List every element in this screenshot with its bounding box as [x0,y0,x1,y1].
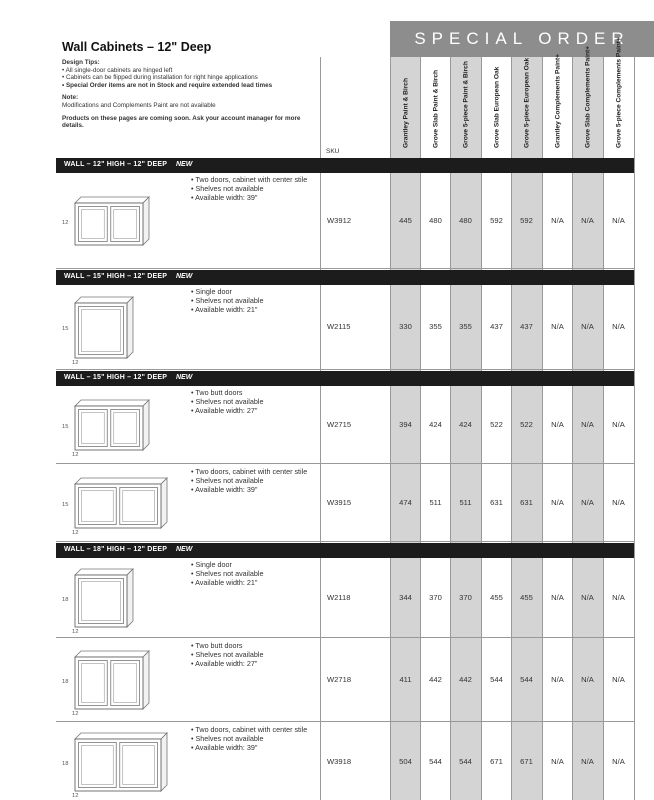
column-header-label: Grove Slab Complements Paint+ [584,45,591,148]
column-header-5 [511,57,542,158]
new-badge: NEW [176,273,193,280]
price-cell: 544 [429,756,442,766]
sku-cell: W2118 [327,592,351,602]
section-label: WALL – 15" HIGH – 12" DEEP [64,273,168,280]
column-header-label: Grove 5-piece Complements Paint+ [615,37,622,148]
cabinet-drawing-icon [74,477,168,529]
price-cell: N/A [551,756,564,766]
new-badge: NEW [176,161,193,168]
grey-column-fill [511,158,542,800]
column-header-label: Grove Slab European Oak [493,66,500,148]
price-cell: 344 [399,592,412,602]
row-description [191,726,316,752]
description-line: • Available width: 39" [191,192,258,202]
column-header-4 [481,57,512,158]
description-line: • Shelves not available [191,733,264,743]
column-header-label: Grantley Complements Paint+ [554,54,561,148]
price-cell: 631 [490,498,503,507]
description-line: • Shelves not available [191,649,264,659]
price-cell: N/A [612,419,625,429]
cabinet-drawing-icon [74,568,134,628]
column-header-label: Grove Slab Paint & Birch [432,69,439,148]
description-line: • Available width: 27" [191,658,258,668]
description-line: • Shelves not available [191,183,264,193]
price-cell: N/A [612,498,625,507]
price-cell: 437 [490,322,503,331]
height-label: 15 [62,502,69,508]
column-header-8 [603,37,634,158]
description-line: • Two doors, cabinet with center stile [191,175,308,184]
price-cell: 442 [429,675,442,684]
price-cell: 511 [459,498,472,507]
grey-column-fill [450,158,481,800]
tip-item: • Special Order items are not in Stock and require extended lead times [62,81,273,89]
price-cell: 411 [399,675,412,684]
price-cell: N/A [551,498,564,507]
column-header-6 [542,54,573,158]
column-header-3 [450,57,481,158]
price-cell: 671 [520,756,533,766]
price-cell: 592 [490,215,503,225]
column-header-2 [420,57,451,158]
price-cell: 474 [399,498,412,507]
price-cell: N/A [612,756,625,766]
description-line: • Available width: 21" [191,577,258,587]
grey-column-fill [390,158,421,800]
price-cell: 445 [399,215,412,225]
price-cell: N/A [581,215,594,225]
section-header-bar [56,158,634,173]
description-line: • Shelves not available [191,396,264,406]
section-label: WALL – 18" HIGH – 12" DEEP [64,546,168,553]
row-description [191,561,316,587]
height-label: 15 [62,423,69,430]
description-line: • Two butt doors [191,641,243,650]
price-cell: 424 [459,419,472,429]
new-badge: NEW [176,546,193,553]
description-line: • Available width: 21" [191,304,258,314]
price-cell: N/A [581,498,594,507]
row-description [191,288,316,314]
cabinet-drawing-icon [74,650,150,710]
depth-label: 12 [72,711,79,717]
description-line: • Two doors, cabinet with center stile [191,725,308,734]
sku-cell: W2715 [327,419,352,429]
price-cell: 671 [490,756,503,766]
row-divider [56,637,634,638]
price-cell: N/A [612,322,625,331]
column-divider [634,57,635,800]
coming-soon-text: Products on these pages are coming soon. Ask your account manager for more details. [62,114,301,130]
depth-label: 12 [72,792,79,799]
price-cell: 394 [399,419,412,429]
description-line: • Available width: 39" [191,742,258,752]
price-cell: 504 [399,756,412,766]
row-divider [56,268,634,269]
page-title: Wall Cabinets – 12" Deep [62,40,212,54]
tip-item: • Cabinets can be flipped during installation for right hinge applications [62,74,258,82]
price-cell: N/A [612,675,625,684]
price-cell: 355 [459,322,472,331]
height-label: 18 [62,679,69,685]
tips-heading: Design Tips: [62,59,100,66]
price-cell: 437 [520,322,533,331]
description-line: • Shelves not available [191,568,264,578]
sku-cell: W3915 [327,498,352,507]
special-order-banner: SPECIAL ORDER [390,21,654,57]
price-cell: N/A [581,419,594,429]
description-line: • Single door [191,287,232,296]
section-header-bar [56,371,634,386]
height-label: 18 [62,596,69,603]
price-cell: N/A [612,592,625,602]
row-description [191,389,316,415]
height-label: 18 [62,760,69,767]
cabinet-drawing-icon [74,196,150,246]
price-cell: 480 [459,215,472,225]
sku-cell: W2718 [327,675,352,684]
price-cell: 631 [520,498,533,507]
row-description [191,642,316,668]
sku-cell: W2115 [327,322,351,331]
description-line: • Two doors, cabinet with center stile [191,467,308,476]
section-label: WALL – 12" HIGH – 12" DEEP [64,161,168,168]
price-cell: 370 [459,592,472,602]
row-description [191,468,316,494]
tip-item: • All single-door cabinets are hinged left [62,66,173,74]
row-divider [56,369,634,370]
section-header-bar [56,543,634,558]
price-cell: 424 [429,419,442,429]
price-cell: N/A [551,675,564,684]
price-cell: 330 [399,322,412,331]
row-divider [56,721,634,722]
price-cell: N/A [612,215,625,225]
price-cell: N/A [551,419,564,429]
column-header-label: Grove 5-piece Paint & Birch [462,61,469,148]
column-header-label: Grove 5-piece European Oak [523,57,530,148]
price-cell: 455 [490,592,503,602]
cabinet-drawing-icon [74,296,134,359]
row-description [191,176,316,202]
price-cell: 480 [429,215,442,225]
price-cell: 522 [520,419,533,429]
section-label: WALL – 15" HIGH – 12" DEEP [64,374,168,381]
cabinet-drawing-icon [74,732,168,792]
description-line: • Available width: 39" [191,484,258,494]
design-tips [62,59,317,130]
price-cell: N/A [551,592,564,602]
sku-cell: W3918 [327,756,352,766]
price-cell: 370 [429,592,442,602]
price-cell: N/A [551,322,564,331]
column-header-7 [572,45,603,158]
depth-label: 12 [72,628,79,635]
price-cell: N/A [581,592,594,602]
price-cell: N/A [551,215,564,225]
price-cell: N/A [581,322,594,331]
price-cell: 355 [429,322,442,331]
price-cell: 522 [490,419,503,429]
sku-column-header: SKU [326,148,340,155]
cabinet-drawing-icon [74,399,150,451]
description-line: • Shelves not available [191,475,264,485]
section-header-bar [56,270,634,285]
description-line: • Two butt doors [191,388,243,397]
height-label: 12 [62,219,69,226]
height-label: 15 [62,326,69,332]
new-badge: NEW [176,374,193,381]
description-line: • Shelves not available [191,295,264,305]
price-cell: 544 [490,675,503,684]
note-text: Modifications and Complements Paint are not available [62,101,216,109]
depth-label: 12 [72,451,79,458]
price-cell: 511 [429,498,442,507]
price-cell: 455 [520,592,533,602]
price-cell: 544 [459,756,472,766]
price-cell: N/A [581,675,594,684]
depth-label: 12 [72,359,79,366]
price-cell: 592 [520,215,533,225]
column-header-label: Grantley Paint & Birch [402,78,409,148]
grey-column-fill [572,158,603,800]
row-divider [56,541,634,542]
column-header-1 [390,57,421,158]
description-line: • Single door [191,560,232,569]
description-line: • Available width: 27" [191,405,258,415]
price-cell: 544 [520,675,533,684]
depth-label: 12 [72,530,79,536]
note-heading: Note: [62,94,79,102]
price-cell: N/A [581,756,594,766]
price-cell: 442 [459,675,472,684]
sku-cell: W3912 [327,215,352,225]
row-divider [56,463,634,464]
